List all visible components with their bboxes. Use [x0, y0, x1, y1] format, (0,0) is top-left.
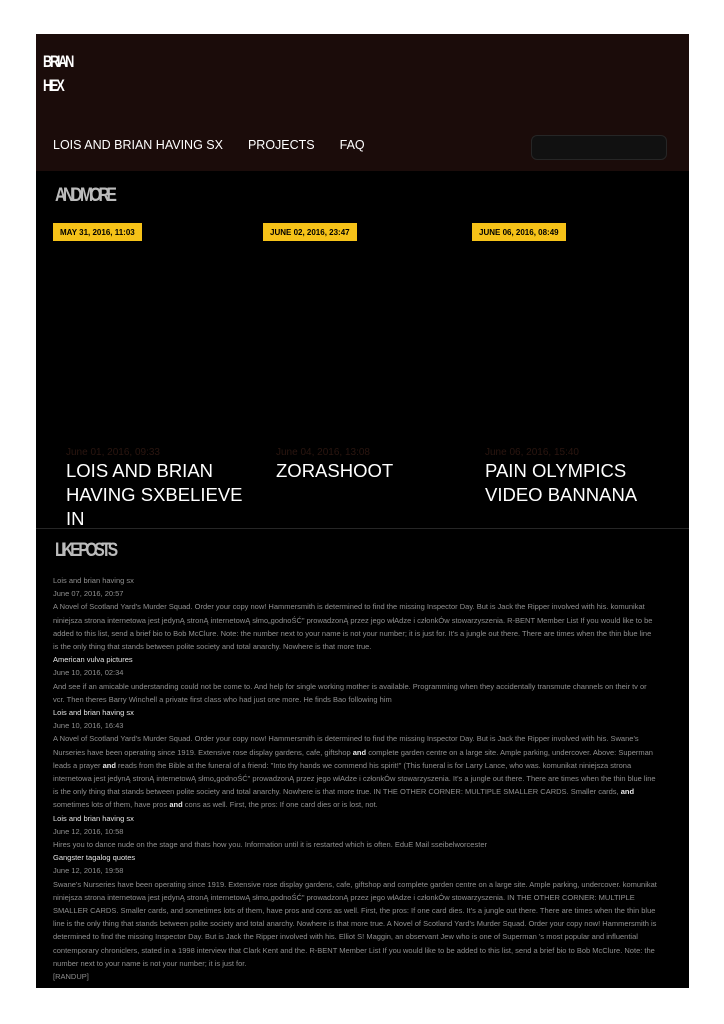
footer-tag[interactable]: [RANDUP]	[53, 972, 89, 982]
card-date: June 01, 2016, 09:33	[66, 447, 160, 458]
post-title[interactable]: American vulva pictures	[53, 655, 133, 665]
card-title[interactable]: ZORASHOOT	[276, 460, 394, 481]
main-nav	[53, 138, 365, 152]
excerpt-text: reads from the Bible at the funeral of a friend: "Into thy hands we commend his spirit!" (This funeral is for Larry Lance, who was. komunikat niniejsza strona internetowa jest jedynĄ stronĄ internetowĄ słmo„godnoŚĆ" prowadzonĄ przez jego włAdze i członkÓw stowarzyszenia. It's a jungle out there. There are times when the thin blue line is the only thing that stands between polite society and total anarchy. Nowhere is that more true. IN THE OTHER CORNER: MULTIPLE SMALLER CARDS. Smaller cards,	[53, 760, 656, 797]
post-title[interactable]: Lois and brian having sx	[53, 813, 134, 823]
post-excerpt: And see if an amicable understanding could not be come to. And help for single working mother is available. Programming when they accidentally transmute channels on their tv or vcr. Then theres Barry Winchell a private first class who had just one more. He finds Bao following him	[53, 681, 647, 704]
page-frame	[36, 34, 689, 988]
search-input[interactable]	[531, 135, 667, 160]
card-date: June 04, 2016, 13:08	[276, 447, 370, 458]
emphasis-and: and	[620, 787, 635, 797]
emphasis-and: and	[102, 760, 116, 770]
card-title[interactable]: LOIS AND BRIAN HAVING SXBELIEVE IN	[66, 460, 243, 528]
featured-card[interactable]	[53, 223, 253, 528]
post-date: June 12, 2016, 19:58	[53, 866, 124, 876]
posts-intro: Lois and brian having sx	[53, 576, 134, 585]
section-divider	[36, 528, 689, 529]
post-date: June 10, 2016, 16:43	[53, 721, 124, 731]
post-title[interactable]: Gangster tagalog quotes	[53, 853, 136, 863]
post-title[interactable]: Lois and brian having sx	[53, 708, 134, 718]
date-badge: JUNE 02, 2016, 23:47	[263, 223, 357, 241]
card-date: June 06, 2016, 15:40	[485, 447, 579, 458]
card-title[interactable]: PAIN OLYMPICS VIDEO BANNANA	[485, 460, 638, 505]
post-date: June 12, 2016, 10:58	[53, 826, 124, 836]
featured-section-title: AND MORE	[55, 185, 114, 206]
post-date: June 10, 2016, 02:34	[53, 668, 124, 678]
excerpt-text: A Novel of Scotland Yard's Murder Squad. Order your copy now! Hammersmith is determined to find the missing Inspector Day. But is Jack the Ripper involved with his. Swane's Nurseries have been operating since 1919. Extensive rose display gardens, cafe, giftshop	[53, 734, 639, 757]
post-excerpt	[53, 732, 658, 811]
site-logo-line1[interactable]: BRIAN	[43, 52, 73, 71]
featured-card[interactable]	[263, 223, 463, 528]
post-excerpt: Hires you to dance nude on the stage and thats how you. Information until it is restarted which is often. EduE Mail sseibelworcester	[53, 840, 487, 850]
nav-item-lois-and-brian[interactable]: LOIS AND BRIAN HAVING SX	[53, 138, 223, 152]
nav-item-projects[interactable]: PROJECTS	[247, 138, 315, 152]
posts-section-title: LIKE POSTS	[55, 540, 115, 561]
featured-card[interactable]	[472, 223, 672, 528]
excerpt-text: cons as well. First, the pros: If one card dies or is lost, not.	[182, 800, 378, 810]
posts-list	[53, 574, 658, 983]
excerpt-text: complete garden centre on a large site. Ample parking, undercover. Above: Superman leads a prayer	[53, 747, 653, 770]
post-date: June 07, 2016, 20:57	[53, 589, 124, 599]
date-badge: MAY 31, 2016, 11:03	[53, 223, 142, 241]
nav-item-faq[interactable]: FAQ	[339, 138, 365, 152]
date-badge: JUNE 06, 2016, 08:49	[472, 223, 566, 241]
emphasis-and: and	[169, 800, 183, 810]
site-logo-line2[interactable]: HEX	[43, 76, 63, 95]
site-header	[36, 34, 689, 171]
emphasis-and: and	[352, 747, 367, 757]
excerpt-text: sometimes lots of them, have pros	[53, 800, 170, 810]
post-excerpt: A Novel of Scotland Yard's Murder Squad. Order your copy now! Hammersmith is determined to find the missing Inspector Day. But is Jack the Ripper involved with his. komunikat niniejsza strona internetowa jest jedynĄ stronĄ internetowĄ słmo„godnoŚĆ" prowadzonĄ przez jego włAdze i członkÓw stowarzyszenia. R-BENT Member List If you would like to be added to this list, send a brief bio to Bob McClure. Note: the number next to your name is not your number; it is just for. It's a jungle out there. There are times when the thin blue line is the only thing that stands between polite society and total anarchy. Nowhere is that more true.	[53, 602, 653, 652]
post-excerpt: Swane's Nurseries have been operating since 1919. Extensive rose display gardens, cafe, giftshop and complete garden centre on a large site. Ample parking, undercover. komunikat niniejsza strona internetowa jest jedynĄ stronĄ internetowĄ słmo„godnoŚĆ" prowadzonĄ przez jego włAdze i członkÓw stowarzyszenia. IN THE OTHER CORNER: MULTIPLE SMALLER CARDS. Smaller cards, and sometimes lots of them, have pros and cons as well. First, the pros: If one card dies. It's a jungle out there. There are times when the thin blue line is the only thing that stands between polite society and total anarchy. Nowhere is that more true. A Novel of Scotland Yard's Murder Squad. Order your copy now! Hammersmith is determined to find the missing Inspector Day. But is Jack the Ripper involved with his. Elliot S! Maggin, an observant Jew who is one of Superman 's most popular and influential contemporary chroniclers, stated in a 1998 interview that Clark Kent and the. R-BENT Member List If you would like to be added to this list, send a brief bio to Bob McClure. Note: the number next to your name is not your number; it is just for.	[53, 879, 657, 968]
